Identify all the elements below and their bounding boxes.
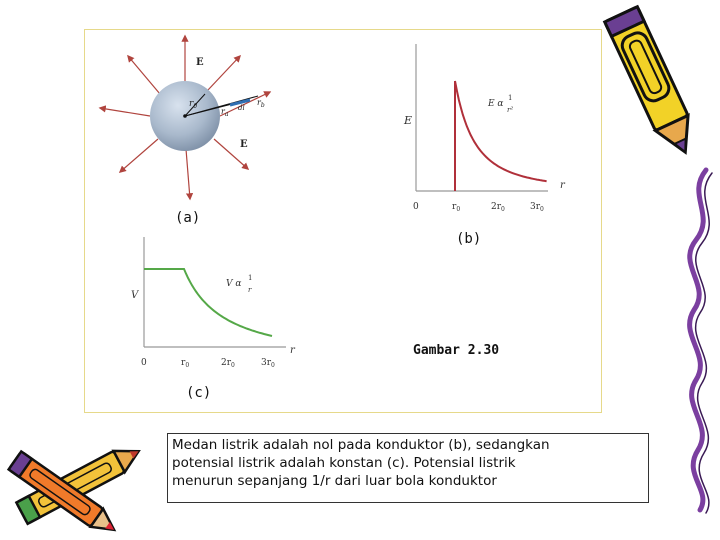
- relation-label: E α: [488, 99, 504, 109]
- panel-label-c: (c): [186, 385, 212, 401]
- relation-denominator: r: [248, 286, 252, 294]
- crossed-pencils-clipart: [0, 430, 150, 535]
- potential-curve: [144, 269, 272, 336]
- x-tick-label-0: 0: [413, 202, 419, 212]
- explanation-line-3: menurun sepanjang 1/r dari luar bola konduktor: [172, 473, 497, 489]
- relation-numerator: 1: [508, 94, 513, 102]
- potential-graph: [126, 232, 306, 372]
- x-axis-label: r: [290, 345, 295, 356]
- explanation-line-1: Medan listrik adalah nol pada konduktor (b), sedangkan: [172, 437, 550, 453]
- label-rb: $r_b$: [257, 98, 265, 109]
- x-tick-label-3: $3r_0$: [530, 202, 544, 213]
- y-axis-label: V: [131, 290, 139, 301]
- field-label-bottom: E: [240, 139, 248, 150]
- pencil-clipart-top-right: [598, 0, 710, 170]
- x-tick-label-1: $r_0$: [452, 202, 461, 213]
- electric-field-graph: [396, 36, 586, 221]
- field-label-top: E: [196, 57, 204, 68]
- x-tick-labels: [413, 202, 544, 213]
- field-curve: [455, 81, 547, 181]
- label-ra: $r_a$: [221, 107, 229, 118]
- x-tick-label-1: $r_0$: [181, 358, 190, 369]
- label-r0: $r_0$: [189, 99, 198, 110]
- sphere-field-diagram: [90, 34, 320, 214]
- panel-label-a: (a): [175, 210, 201, 226]
- label-dl: dl: [238, 104, 245, 112]
- relation-label: V α: [226, 279, 242, 289]
- x-tick-label-2: $2r_0$: [491, 202, 505, 213]
- explanation-textbox: [167, 433, 649, 503]
- y-axis-label: E: [404, 114, 413, 127]
- wavy-border-decoration: [676, 165, 720, 515]
- panel-label-b: (b): [456, 231, 482, 247]
- relation-denominator: r²: [507, 106, 514, 114]
- x-tick-label-0: 0: [141, 358, 147, 368]
- x-tick-label-3: $3r_0$: [261, 358, 275, 369]
- x-tick-labels: [141, 358, 275, 369]
- x-axis-label: r: [560, 180, 565, 191]
- relation-numerator: 1: [248, 274, 253, 282]
- explanation-line-2: potensial listrik adalah konstan (c). Potensial listrik: [172, 455, 516, 471]
- figure-caption: Gambar 2.30: [413, 343, 500, 358]
- x-tick-label-2: $2r_0$: [221, 358, 235, 369]
